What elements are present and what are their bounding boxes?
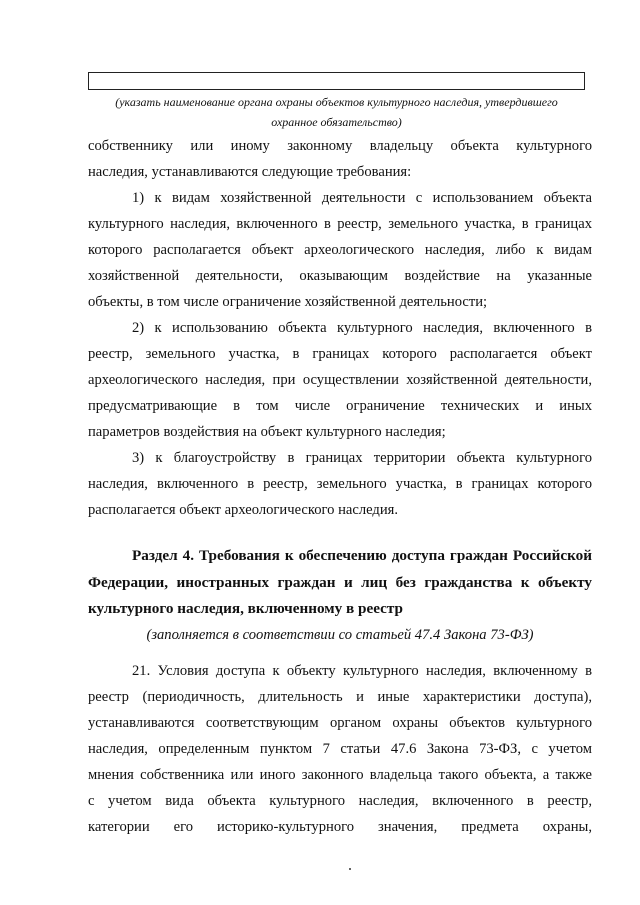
item-21-line: 21. Условия доступа к объекту культурного наследия, включенному в: [132, 663, 592, 679]
requirement-2-line: предусматривающие в том числе ограничение технических и иных: [88, 398, 592, 414]
requirement-1-line: которого располагается объект археологического наследия, либо к видам: [88, 242, 592, 258]
requirement-1-line: культурного наследия, включенного в реестр, земельного участка, в границах: [88, 216, 592, 232]
requirement-2-line: археологического наследия, при осуществлении хозяйственной деятельности,: [88, 372, 592, 388]
item-21-line: наследия, определенным пунктом 7 статьи 47.6 Закона 73-ФЗ, с учетом: [88, 741, 592, 757]
item-21-line: мнения собственника или иного законного владельца такого объекта, а также: [88, 767, 592, 783]
requirement-1-line: объекты, в том числе ограничение хозяйственной деятельности;: [88, 294, 488, 310]
requirement-1-line: 1) к видам хозяйственной деятельности с использованием объекта: [132, 190, 592, 206]
field-caption-line-1: (указать наименование органа охраны объектов культурного наследия, утвердившего: [115, 95, 558, 109]
page-mark: [349, 868, 351, 870]
section-4-title-line-1: Раздел 4. Требования к обеспечению доступа граждан Российской: [132, 547, 592, 564]
requirement-2-line: 2) к использованию объекта культурного наследия, включенного в: [132, 320, 592, 336]
item-21-line: категории его историко-культурного значения, предмета охраны,: [88, 819, 592, 835]
paragraph-line: собственнику или иному законному владельцу объекта культурного: [88, 138, 592, 154]
requirement-3-line: наследия, включенного в реестр, земельного участка, в границах которого: [88, 476, 592, 492]
requirement-1-line: хозяйственной деятельности, оказывающим воздействие на указанные: [88, 268, 592, 284]
field-caption-line-2: охранное обязательство): [271, 115, 402, 129]
item-21-line: с учетом вида объекта культурного наследия, включенного в реестр,: [88, 793, 592, 809]
requirement-3-line: располагается объект археологического наследия.: [88, 502, 399, 518]
requirement-3-line: 3) к благоустройству в границах территории объекта культурного: [132, 450, 592, 466]
section-4-title-line-3: культурного наследия, включенному в реестр: [88, 600, 403, 617]
paragraph-line: наследия, устанавливаются следующие требования:: [88, 164, 412, 180]
section-4-title-line-2: Федерации, иностранных граждан и лиц без гражданства к объекту: [88, 574, 592, 591]
requirement-2-line: параметров воздействия на объект культурного наследия;: [88, 424, 446, 440]
item-21-line: устанавливаются соответствующим органом охраны объектов культурного: [88, 715, 592, 731]
authority-name-field: [88, 72, 585, 90]
requirement-2-line: реестр, земельного участка, в границах которого располагается объект: [88, 346, 592, 362]
item-21-line: реестр (периодичность, длительность и иные характеристики доступа),: [88, 689, 592, 705]
section-4-note: (заполняется в соответствии со статьей 47.4 Закона 73-ФЗ): [146, 627, 534, 643]
